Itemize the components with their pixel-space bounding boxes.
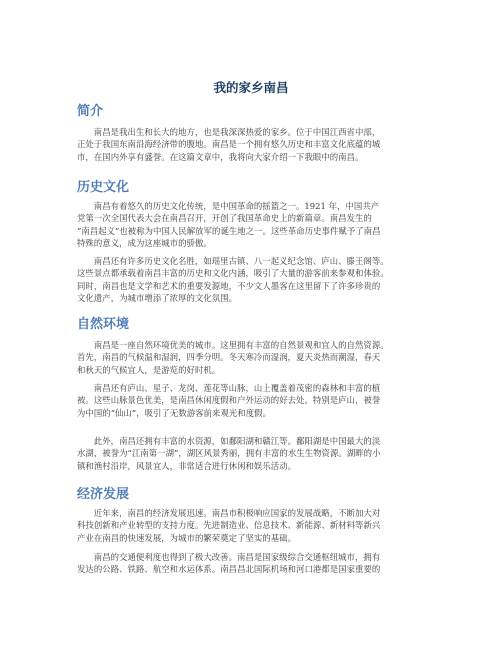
paragraph: 南昌有着悠久的历史文化传统，是中国革命的摇篮之一。1921 年，中国共产 党第一次全国代表大会在南昌召开，开创了我国革命史上的新篇章。南昌发生的 “南昌起义”也被称为中国人民解放军的诞生地之一。这些革命历史事件赋予了南昌 特殊的意义，成为这座城市的骄傲。 [77,201,381,249]
paragraph: 南昌是一座自然环境优美的城市。这里拥有丰富的自然景观和宜人的自然资源。 首先，南昌的气候温和湿润，四季分明。冬天寒冷而湿润，夏天炎热而潮湿，春天 和秋天的气候宜人，是游览的好时机。 [77,340,389,375]
paragraph: 南昌还有许多历史文化名胜，如瑶里古镇、八一起义纪念馆、庐山、滕王阁等。 这些景点都承载着南昌丰富的历史和文化内涵，吸引了大量的游客前来参观和体验。 同时，南昌也是文学和艺术的重要发源地，不少文人墨客在这里留下了许多珍贵的 文化遗产，为城市增添了浓厚的文化氛围。 [77,256,389,304]
section-heading-economy: 经济发展 [77,487,130,502]
section-heading-history: 历史文化 [77,180,130,195]
paragraph: 南昌是我出生和长大的地方，也是我深深热爱的家乡。位于中国江西省中部， 正处于我国东南沿海经济带的腹地。南昌是一个拥有悠久历史和丰富文化底蕴的城 市，在国内外享有盛誉。在这篇文章中，我将向大家介绍一下我眼中的南昌。 [77,127,381,162]
paragraph: 南昌还有庐山、星子、龙岗、莲花等山脉，山上覆盖着茂密的森林和丰富的植 被。这些山脉景色优美，是南昌休闲度假和户外运动的好去处。特别是庐山，被誉 为中国的“仙山”，吸引了无数游客前来观光和度假。 [77,383,381,418]
paragraph: 南昌的交通便利度也得到了极大改善。南昌是国家级综合交通枢纽城市，拥有 发达的公路、铁路、航空和水运体系。南昌昌北国际机场和河口港都是国家重要的 [77,552,381,575]
paragraph: 近年来，南昌的经济发展迅速。南昌市积极响应国家的发展战略，不断加大对 科技创新和产业转型的支持力度。先进制造业、信息技术、新能源、新材料等新兴 产业在南昌的快速发展，为城市的繁荣奠定了坚实的基础。 [77,508,381,543]
section-heading-nature: 自然环境 [77,317,130,332]
paragraph: 此外，南昌还拥有丰富的水资源，如鄱阳湖和赣江等。鄱阳湖是中国最大的淡 水湖，被誉为“江南第一湖”，湖区风景秀丽，拥有丰富的水生生物资源。湖畔的小 镇和渔村沿岸，风景宜人，非常适合进行休闲和娱乐活动。 [77,436,381,471]
section-heading-intro: 简介 [77,104,104,119]
document-title: 我的家乡南昌 [213,80,289,95]
